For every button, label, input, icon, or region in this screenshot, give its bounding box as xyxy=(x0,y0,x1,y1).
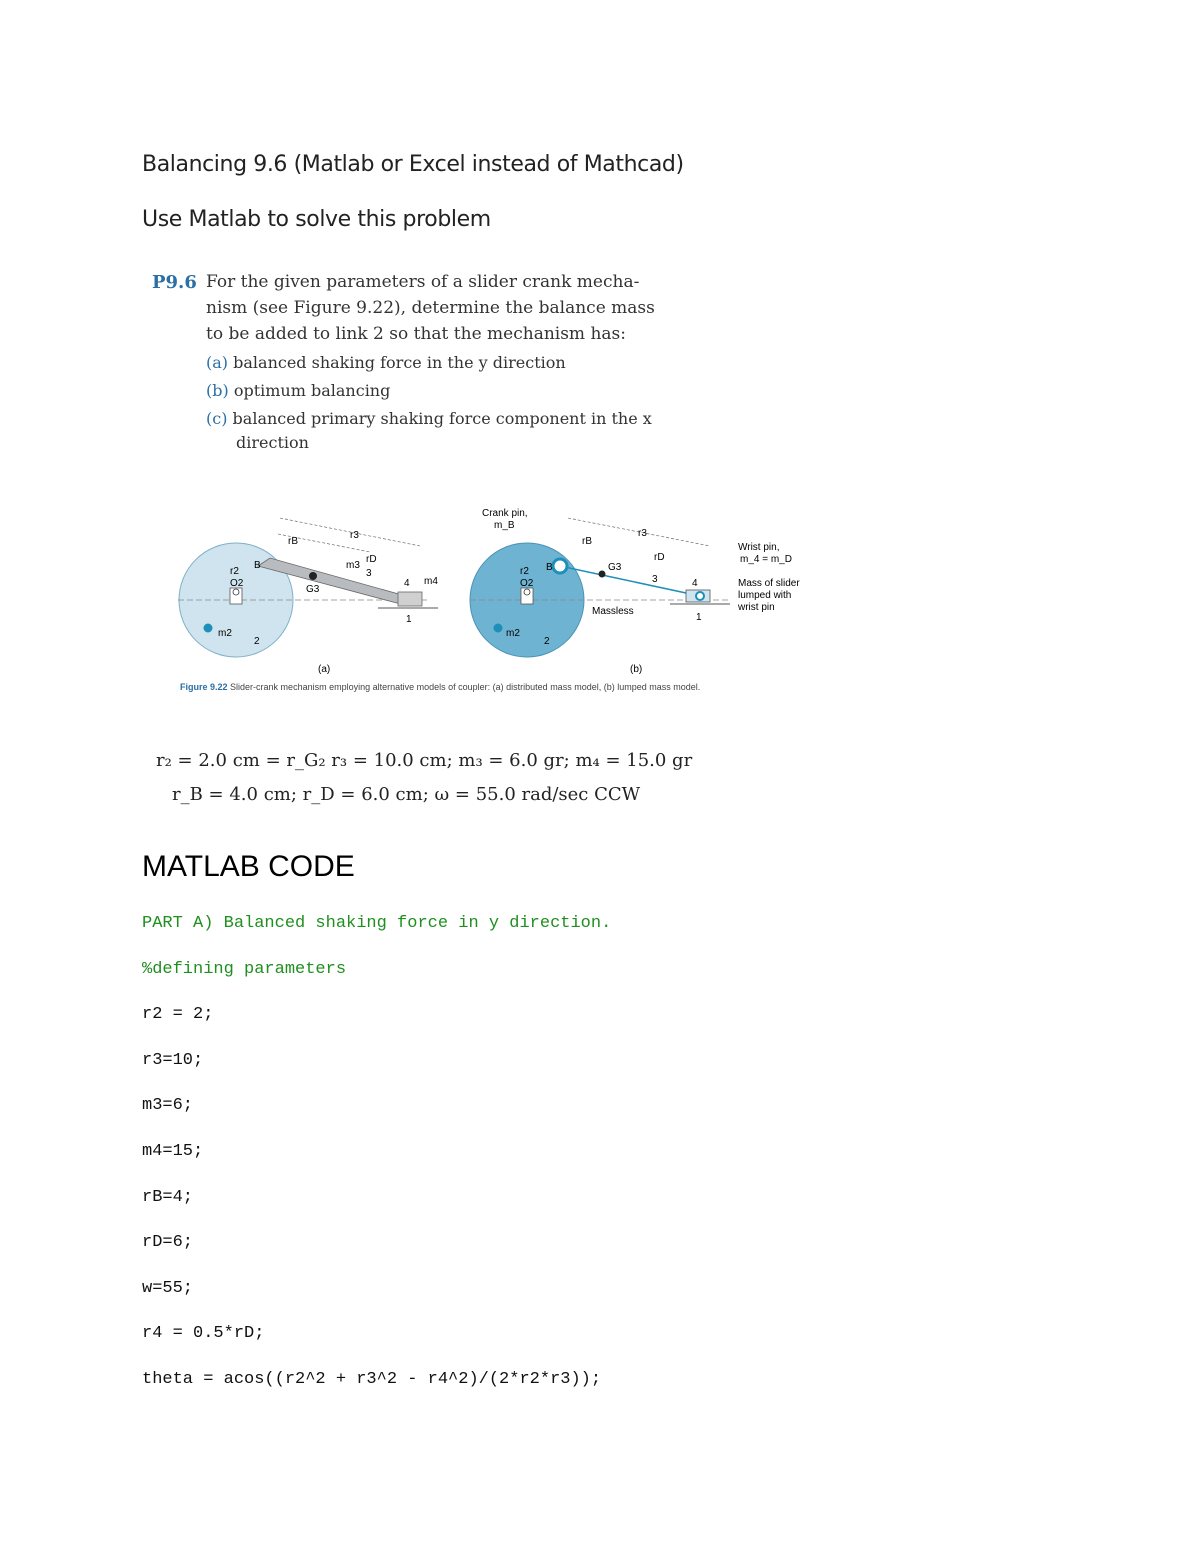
option-c-label: (c) xyxy=(206,409,228,428)
o2-label-b: O2 xyxy=(520,578,534,589)
slider-note-3: wrist pin xyxy=(738,602,775,613)
m4-label-a: m4 xyxy=(424,576,438,587)
option-a-text: balanced shaking force in the y direction xyxy=(233,353,566,372)
parameters-line-1: r₂ = 2.0 cm = r_G₂ r₃ = 10.0 cm; m₃ = 6.0 gr; m₄ = 15.0 gr xyxy=(156,750,693,771)
option-c-text: balanced primary shaking force component in the x xyxy=(232,409,652,428)
code-line-4: r3=10; xyxy=(142,1051,204,1070)
slider-a xyxy=(398,592,422,606)
crank-pin-b xyxy=(553,559,567,573)
o2-label-a: O2 xyxy=(230,578,244,589)
g3-label-b: G3 xyxy=(608,562,622,573)
page-subtitle: Use Matlab to solve this problem xyxy=(142,207,491,232)
code-line-10: r4 = 0.5*rD; xyxy=(142,1324,265,1343)
link3-label-b: 3 xyxy=(652,574,658,585)
slider-note-2: lumped with xyxy=(738,590,792,601)
wrist-pin-eq-label: m_4 = m_D xyxy=(740,554,792,565)
slider-note-1: Mass of slider xyxy=(738,578,800,589)
link3-label-a: 3 xyxy=(366,568,372,579)
r2-label-a: r2 xyxy=(230,566,239,577)
crank-pin-label: Crank pin, xyxy=(482,508,528,519)
figure-caption-text: Slider-crank mechanism employing alternative models of coupler: (a) distributed mass model, (b) lumped mass model. xyxy=(230,682,701,692)
b-label-a: B xyxy=(254,560,261,571)
figure-part-b xyxy=(470,508,800,675)
link1-label-a: 1 xyxy=(406,614,412,625)
balance-mass-a xyxy=(204,624,213,633)
problem-line-1: For the given parameters of a slider crank mecha- xyxy=(206,272,640,292)
rd-label-b: rD xyxy=(654,552,665,563)
problem-number: P9.6 xyxy=(152,272,197,293)
r3-label-b: r3 xyxy=(638,528,647,539)
option-b-text: optimum balancing xyxy=(233,381,391,400)
wrist-pin-label: Wrist pin, xyxy=(738,542,780,553)
code-line-7: rB=4; xyxy=(142,1188,194,1207)
parameters-line-2: r_B = 4.0 cm; r_D = 6.0 cm; ω = 55.0 rad/sec CCW xyxy=(172,784,641,805)
figure-part-a xyxy=(178,518,438,675)
option-b xyxy=(206,381,390,400)
massless-label: Massless xyxy=(592,606,634,617)
g3-label-a: G3 xyxy=(306,584,320,595)
link1-label-b: 1 xyxy=(696,612,702,623)
problem-line-3: to be added to link 2 so that the mechanism has: xyxy=(206,324,626,344)
m3-label-a: m3 xyxy=(346,560,360,571)
figure-caption-label: Figure 9.22 xyxy=(180,682,228,692)
page-title: Balancing 9.6 (Matlab or Excel instead of Mathcad) xyxy=(142,152,684,177)
link2-label-a: 2 xyxy=(254,636,260,647)
m2-label-b: m2 xyxy=(506,628,520,639)
link2-label-b: 2 xyxy=(544,636,550,647)
link4-label-b: 4 xyxy=(692,578,698,589)
code-line-8: rD=6; xyxy=(142,1233,194,1252)
rb-label-b: rB xyxy=(582,536,592,547)
option-c xyxy=(206,409,652,428)
option-c-continuation: direction xyxy=(236,433,309,452)
r3-label-a: r3 xyxy=(350,530,359,541)
pivot-pin-b xyxy=(524,589,530,595)
figure-caption xyxy=(180,682,700,692)
crank-pin-mass-label: m_B xyxy=(494,520,515,531)
slider-crank-figure xyxy=(170,500,810,680)
code-line-3: r2 = 2; xyxy=(142,1005,214,1024)
code-line-1: PART A) Balanced shaking force in y direction. xyxy=(142,914,612,933)
g3-center-b xyxy=(599,571,606,578)
b-label-b: B xyxy=(546,562,553,573)
option-b-label: (b) xyxy=(206,381,229,400)
rd-label-a: rD xyxy=(366,554,377,565)
code-line-9: w=55; xyxy=(142,1279,194,1298)
code-line-11: theta = acos((r2^2 + r3^2 - r4^2)/(2*r2*r3)); xyxy=(142,1370,602,1389)
problem-line-2: nism (see Figure 9.22), determine the balance mass xyxy=(206,298,655,318)
pivot-pin-a xyxy=(233,589,239,595)
rb-label-a: rB xyxy=(288,536,298,547)
balance-mass-b xyxy=(494,624,503,633)
option-a-label: (a) xyxy=(206,353,229,372)
link4-label-a: 4 xyxy=(404,578,410,589)
sub-caption-b: (b) xyxy=(630,664,643,675)
sub-caption-a: (a) xyxy=(318,664,331,675)
matlab-section-title: MATLAB CODE xyxy=(142,850,355,883)
option-a xyxy=(206,353,566,372)
g3-center-a xyxy=(309,572,317,580)
r2-label-b: r2 xyxy=(520,566,529,577)
code-line-2: %defining parameters xyxy=(142,960,347,979)
code-line-5: m3=6; xyxy=(142,1096,194,1115)
code-line-6: m4=15; xyxy=(142,1142,204,1161)
wrist-pin-b xyxy=(696,592,704,600)
m2-label-a: m2 xyxy=(218,628,232,639)
